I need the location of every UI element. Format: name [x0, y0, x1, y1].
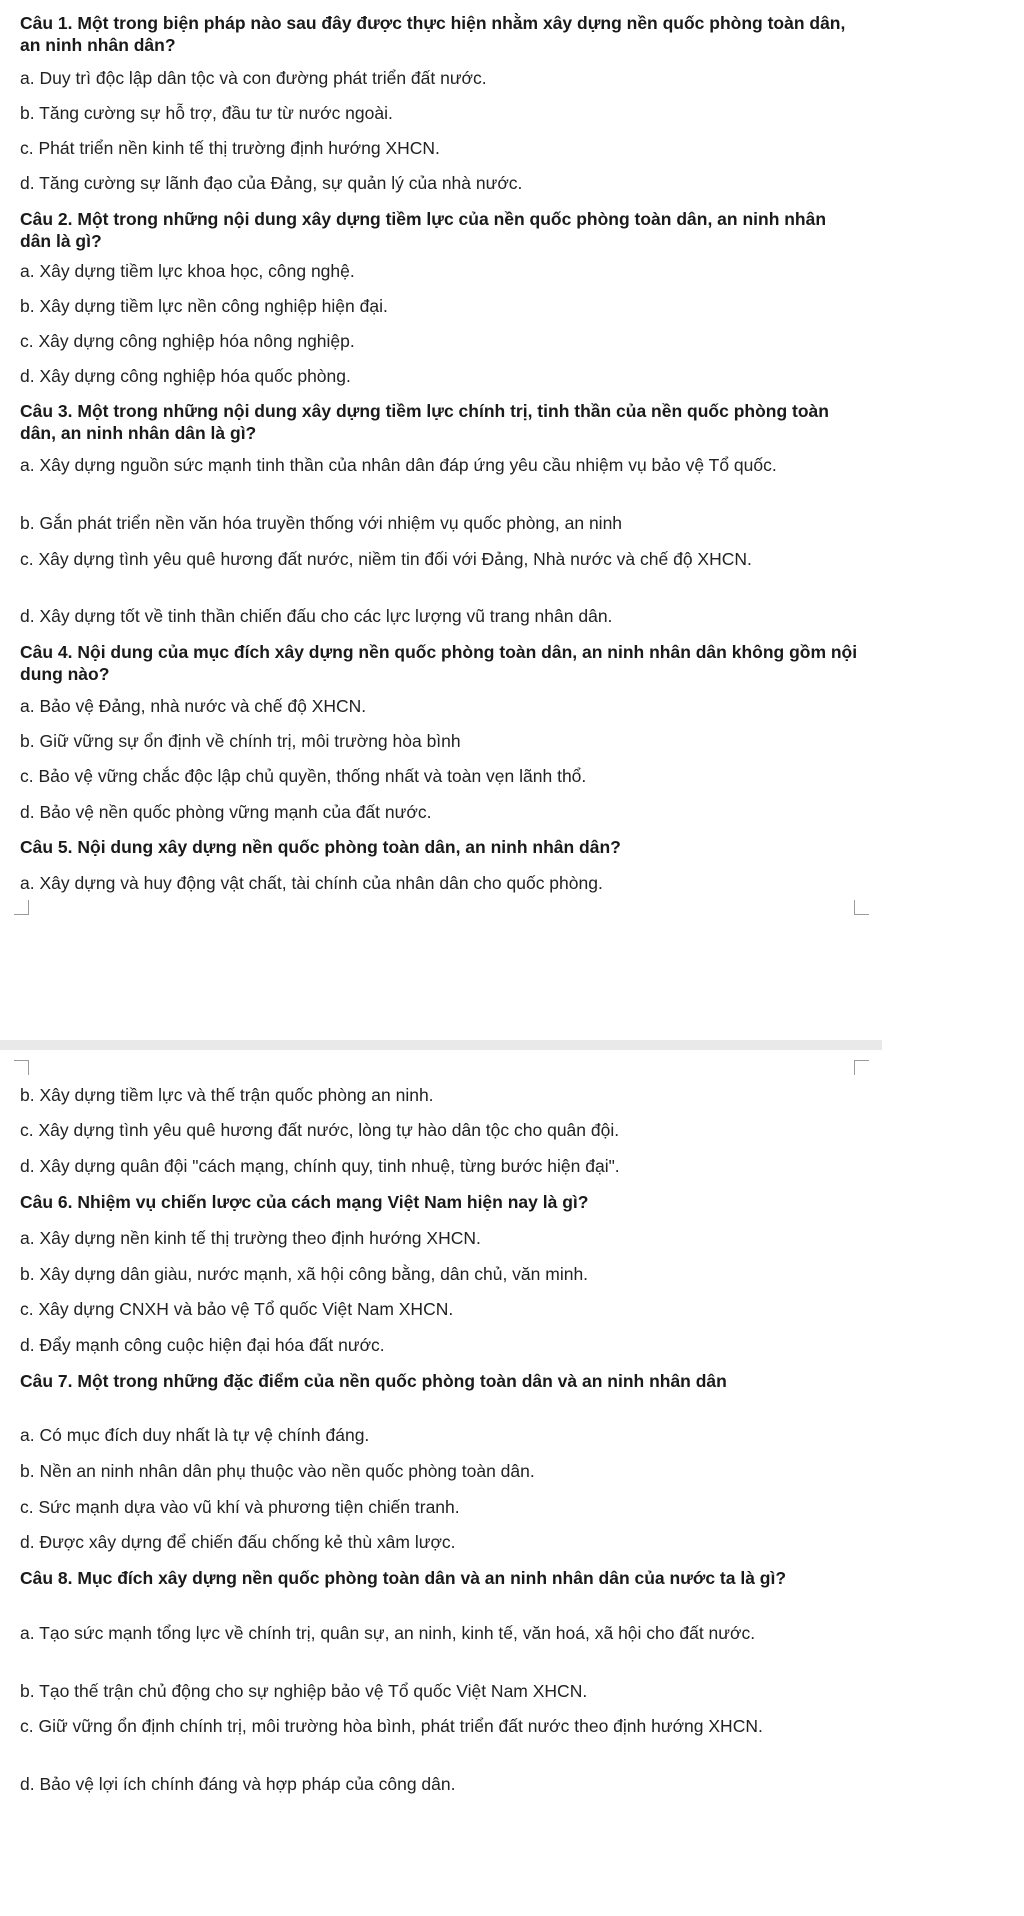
option-6b: b. Xây dựng dân giàu, nước mạnh, xã hội công bằng, dân chủ, văn minh. [20, 1264, 589, 1284]
option-7b: b. Nền an ninh nhân dân phụ thuộc vào nền quốc phòng toàn dân. [20, 1461, 535, 1481]
page-crop-mark [14, 900, 29, 915]
option-6d: d. Đẩy mạnh công cuộc hiện đại hóa đất nước. [20, 1335, 385, 1355]
option-5a: a. Xây dựng và huy động vật chất, tài chính của nhân dân cho quốc phòng. [20, 873, 603, 893]
option-5c: c. Xây dựng tình yêu quê hương đất nước, lòng tự hào dân tộc cho quân đội. [20, 1120, 620, 1140]
option-3b: b. Gắn phát triển nền văn hóa truyền thống với nhiệm vụ quốc phòng, an ninh [20, 513, 623, 533]
option-2b: b. Xây dựng tiềm lực nền công nghiệp hiện đại. [20, 296, 388, 316]
option-1d: d. Tăng cường sự lãnh đạo của Đảng, sự quản lý của nhà nước. [20, 173, 523, 193]
question-3: Câu 3. Một trong những nội dung xây dựng tiềm lực chính trị, tinh thần của nền quốc phòng toàn dân, an ninh nhân dân là gì? [20, 401, 829, 443]
option-3c: c. Xây dựng tình yêu quê hương đất nước, niềm tin đối với Đảng, Nhà nước và chế độ XHCN. [20, 549, 752, 569]
option-2a: a. Xây dựng tiềm lực khoa học, công nghệ. [20, 261, 355, 281]
option-1c: c. Phát triển nền kinh tế thị trường định hướng XHCN. [20, 138, 440, 158]
document-page-2 [0, 1050, 882, 1916]
question-5: Câu 5. Nội dung xây dựng nền quốc phòng toàn dân, an ninh nhân dân? [20, 837, 621, 857]
option-1a: a. Duy trì độc lập dân tộc và con đường phát triển đất nước. [20, 68, 487, 88]
question-8: Câu 8. Mục đích xây dựng nền quốc phòng toàn dân và an ninh nhân dân của nước ta là gì? [20, 1568, 787, 1588]
question-2: Câu 2. Một trong những nội dung xây dựng tiềm lực của nền quốc phòng toàn dân, an ninh nhân dân là gì? [20, 209, 827, 251]
option-4d: d. Bảo vệ nền quốc phòng vững mạnh của đất nước. [20, 802, 432, 822]
question-1: Câu 1. Một trong biện pháp nào sau đây được thực hiện nhằm xây dựng nền quốc phòng toàn dân, an ninh nhân dân? [20, 13, 846, 55]
option-2c: c. Xây dựng công nghiệp hóa nông nghiệp. [20, 331, 355, 351]
option-8d: d. Bảo vệ lợi ích chính đáng và hợp pháp của công dân. [20, 1774, 456, 1794]
question-7: Câu 7. Một trong những đặc điểm của nền quốc phòng toàn dân và an ninh nhân dân [20, 1371, 727, 1391]
option-4b: b. Giữ vững sự ổn định về chính trị, môi trường hòa bình [20, 731, 461, 751]
option-7a: a. Có mục đích duy nhất là tự vệ chính đáng. [20, 1425, 370, 1445]
document-page-1 [0, 0, 882, 1000]
option-4a: a. Bảo vệ Đảng, nhà nước và chế độ XHCN. [20, 696, 367, 716]
option-7d: d. Được xây dựng để chiến đấu chống kẻ thù xâm lược. [20, 1532, 456, 1552]
option-3a: a. Xây dựng nguồn sức mạnh tinh thần của nhân dân đáp ứng yêu cầu nhiệm vụ bảo vệ Tổ quốc. [20, 455, 777, 475]
option-6c: c. Xây dựng CNXH và bảo vệ Tổ quốc Việt Nam XHCN. [20, 1299, 454, 1319]
option-8b: b. Tạo thế trận chủ động cho sự nghiệp bảo vệ Tổ quốc Việt Nam XHCN. [20, 1681, 588, 1701]
option-8c: c. Giữ vững ổn định chính trị, môi trường hòa bình, phát triển đất nước theo định hướng XHCN. [20, 1716, 763, 1736]
option-4c: c. Bảo vệ vững chắc độc lập chủ quyền, thống nhất và toàn vẹn lãnh thổ. [20, 766, 587, 786]
option-1b: b. Tăng cường sự hỗ trợ, đầu tư từ nước ngoài. [20, 103, 393, 123]
question-4: Câu 4. Nội dung của mục đích xây dựng nền quốc phòng toàn dân, an ninh nhân dân không gồm nội dung nào? [20, 642, 858, 684]
option-2d: d. Xây dựng công nghiệp hóa quốc phòng. [20, 366, 351, 386]
option-6a: a. Xây dựng nền kinh tế thị trường theo định hướng XHCN. [20, 1228, 481, 1248]
option-5d: d. Xây dựng quân đội "cách mạng, chính quy, tinh nhuệ, từng bước hiện đại". [20, 1156, 620, 1176]
question-6: Câu 6. Nhiệm vụ chiến lược của cách mạng Việt Nam hiện nay là gì? [20, 1192, 589, 1212]
option-5b: b. Xây dựng tiềm lực và thế trận quốc phòng an ninh. [20, 1085, 434, 1105]
page-crop-mark [854, 1060, 869, 1075]
option-7c: c. Sức mạnh dựa vào vũ khí và phương tiện chiến tranh. [20, 1497, 460, 1517]
option-3d: d. Xây dựng tốt về tinh thần chiến đấu cho các lực lượng vũ trang nhân dân. [20, 606, 613, 626]
page-crop-mark [854, 900, 869, 915]
page-crop-mark [14, 1060, 29, 1075]
option-8a: a. Tạo sức mạnh tổng lực về chính trị, quân sự, an ninh, kinh tế, văn hoá, xã hội cho đất nước. [20, 1623, 756, 1643]
